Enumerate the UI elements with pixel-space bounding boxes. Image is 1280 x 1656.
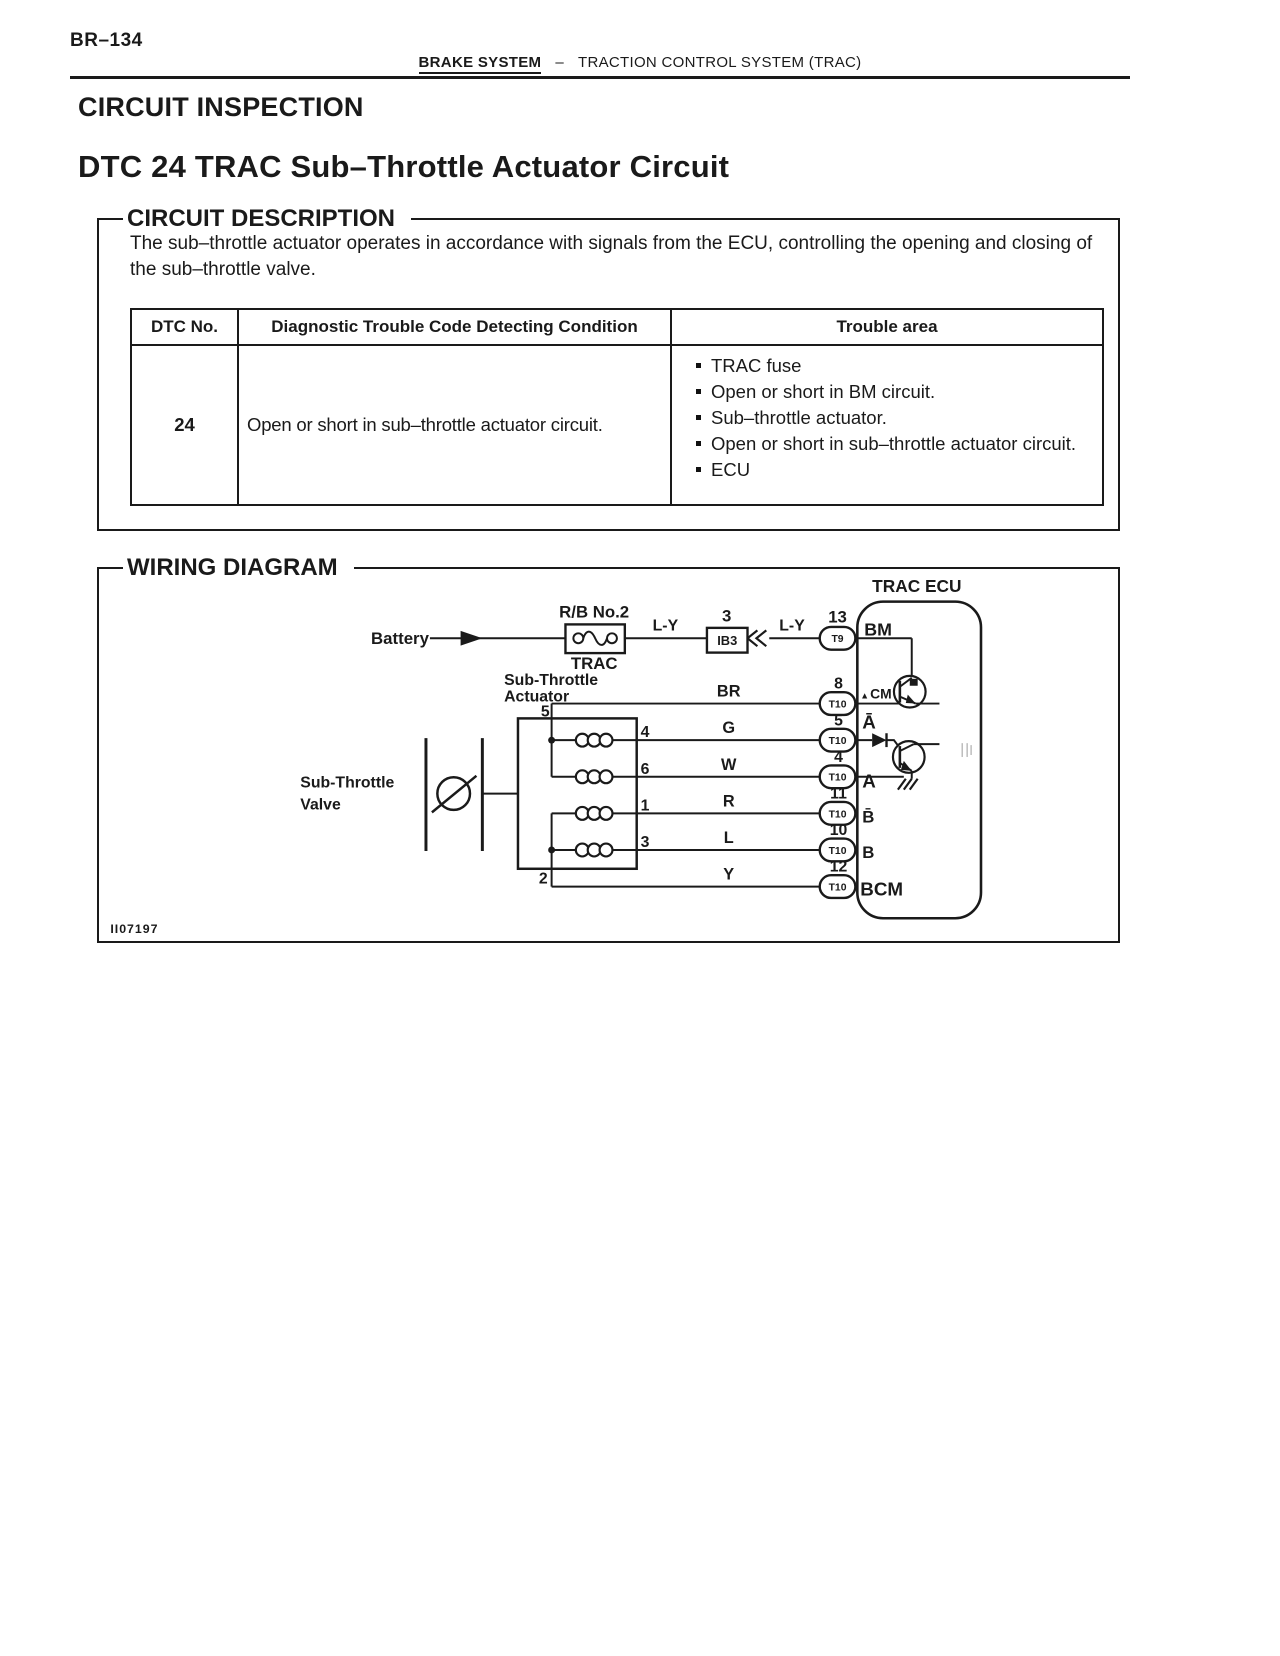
wire-color-label: Y: [723, 865, 735, 884]
wire-color-label: W: [721, 755, 737, 774]
trouble-area-cell: [671, 345, 1103, 505]
arrow-icon: [461, 631, 483, 646]
actuator-pin-number: 5: [540, 703, 550, 721]
dtc-table-header-condition: Diagnostic Trouble Code Detecting Condition: [238, 309, 671, 345]
junction-pin-label: 3: [722, 606, 732, 626]
trouble-area-list: [696, 354, 1098, 482]
relay-block-label: R/B No.2: [559, 602, 630, 622]
figure-code: II07197: [110, 922, 159, 937]
trouble-area-item: [696, 458, 1098, 482]
ecu-pin-number: 5: [834, 712, 843, 730]
valve-label-line1: Sub-Throttle: [300, 774, 395, 792]
trouble-area-item: [696, 354, 1098, 378]
trouble-area-item: [696, 432, 1098, 456]
transistor-icon: [894, 676, 940, 708]
ecu-pin-number: 13: [828, 607, 847, 627]
actuator-label-line1: Sub-Throttle: [504, 671, 599, 689]
trouble-area-text: ECU: [711, 459, 751, 480]
terminal-label-b-bar: B̄: [862, 807, 875, 827]
terminal-label-a: A: [862, 770, 876, 792]
running-header-subsystem: TRACTION CONTROL SYSTEM (TRAC): [577, 54, 862, 71]
wiring-diagram-section: [97, 554, 1120, 943]
fuse-icon: [565, 624, 624, 653]
terminal-label-cm: [860, 686, 891, 702]
terminal-label-b: B: [862, 842, 875, 862]
bm-internal-trace: [855, 638, 911, 677]
ecu-pin-number: 4: [834, 748, 843, 766]
junction-dot: [548, 737, 555, 744]
ecu-pin-number: 8: [834, 675, 843, 693]
bullet-icon: [696, 415, 701, 420]
wire-color-label: G: [722, 719, 736, 738]
trouble-area-item: [696, 380, 1098, 404]
page-title: CIRCUIT INSPECTION: [78, 92, 364, 122]
dtc-number-cell: 24: [131, 345, 238, 505]
running-header-system: BRAKE SYSTEM: [419, 54, 542, 74]
dtc-table-header-trouble-area: Trouble area: [671, 309, 1103, 345]
trouble-area-text: Open or short in sub–throttle actuator circuit.: [711, 433, 1077, 454]
connector-id: T9: [831, 634, 844, 646]
running-header-separator: –: [555, 54, 564, 71]
dtc-table-header-dtc-no: DTC No.: [131, 309, 238, 345]
connector-id: T10: [828, 845, 847, 857]
junction-chevron-icon: [756, 630, 766, 646]
valve-label-line2: Valve: [300, 796, 341, 814]
fuse-name-label: TRAC: [570, 653, 618, 673]
wire-color-label: BR: [716, 682, 741, 701]
header-rule: [70, 76, 1130, 79]
wire-color-label: L-Y: [779, 617, 805, 635]
ecu-pin-number: 11: [830, 785, 847, 803]
terminal-label-a-bar: Ā: [862, 711, 876, 733]
actuator-pin-number: 2: [538, 870, 548, 888]
running-header: [0, 54, 1280, 71]
circuit-description-text: The sub–throttle actuator operates in accordance with signals from the ECU, controlling the opening and closing of the sub–throttle valve.: [130, 233, 1093, 280]
wire-color-label: L: [723, 829, 734, 848]
trouble-area-text: TRAC fuse: [711, 355, 802, 376]
ecu-pin-number: 12: [829, 858, 848, 876]
connector-id: T10: [828, 809, 847, 821]
bullet-icon: [696, 363, 701, 368]
junction-name-label: IB3: [717, 633, 738, 649]
triangle-icon: ▲: [860, 690, 870, 701]
trouble-area-text: Open or short in BM circuit.: [711, 381, 936, 402]
actuator-coil-icons: [576, 734, 613, 857]
actuator-pin-number: 4: [640, 724, 650, 742]
diode-icon: [872, 733, 886, 747]
terminal-text: CM: [870, 685, 892, 702]
junction-dot: [548, 847, 555, 854]
bullet-icon: [696, 467, 701, 472]
dtc-table: [130, 308, 1104, 506]
battery-label: Battery: [371, 629, 429, 649]
dtc-title: DTC 24 TRAC Sub–Throttle Actuator Circuit: [78, 149, 730, 184]
connector-id: T10: [828, 882, 847, 894]
trouble-area-item: [696, 406, 1098, 430]
circuit-description-section: [97, 205, 1120, 531]
ground-icon: [898, 779, 918, 790]
throttle-valve-icon: [426, 738, 518, 851]
transistor-icon: [893, 741, 940, 779]
wire-color-label: R: [722, 792, 735, 811]
circuit-description-heading: CIRCUIT DESCRIPTION: [123, 204, 411, 234]
connector-id: T10: [828, 772, 847, 784]
trouble-area-text: Sub–throttle actuator.: [711, 407, 887, 428]
terminal-label-bcm: BCM: [860, 878, 904, 900]
actuator-pin-number: 6: [640, 760, 650, 778]
wiring-diagram-heading: WIRING DIAGRAM: [123, 553, 354, 583]
ecu-name-label: TRAC ECU: [872, 575, 962, 596]
wire-color-label: L-Y: [652, 617, 679, 635]
scan-artifact: [962, 743, 971, 757]
ecu-pin-number: 10: [829, 822, 848, 840]
page-number: BR–134: [70, 30, 143, 51]
terminal-label-bm: BM: [864, 619, 892, 640]
actuator-pin-number: 1: [640, 797, 650, 815]
detecting-condition-cell: Open or short in sub–throttle actuator circuit.: [238, 345, 671, 505]
connector-id: T10: [828, 699, 847, 711]
bullet-icon: [696, 441, 701, 446]
actuator-pin-number: 3: [640, 834, 650, 852]
bullet-icon: [696, 389, 701, 394]
wiring-diagram: [99, 569, 1118, 941]
dtc-table-row: [131, 345, 1103, 505]
actuator-label-line2: Actuator: [504, 688, 570, 706]
dtc-table-header-row: [131, 309, 1103, 345]
connector-id: T10: [828, 736, 847, 748]
